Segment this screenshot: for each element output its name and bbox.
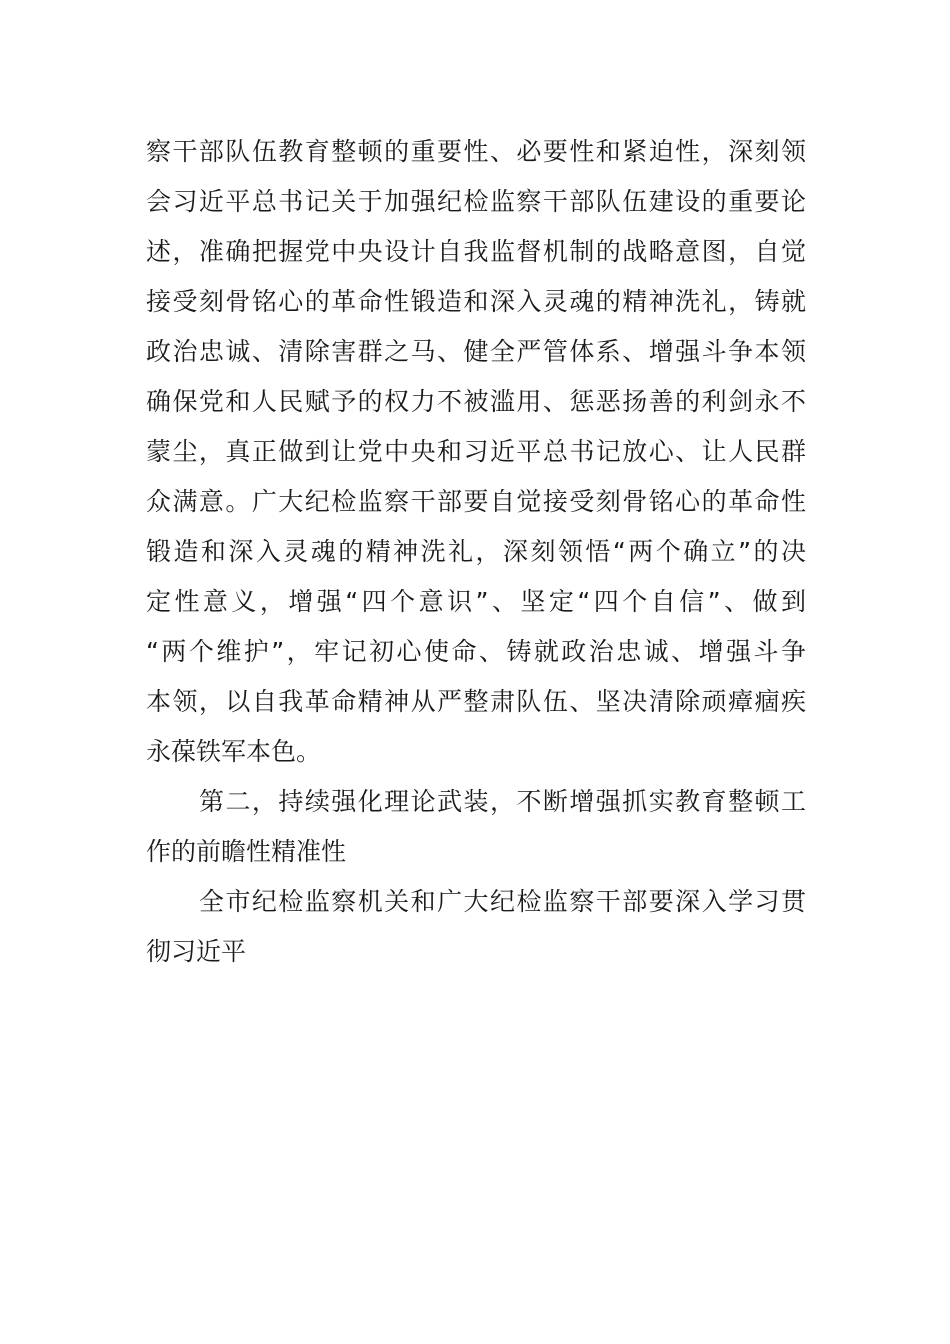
- body-line-11: “两个维护”，牢记初心使命、铸就政治忠诚、增强斗争: [146, 637, 806, 666]
- body-line-4: 接受刻骨铭心的革命性锻造和深入灵魂的精神洗礼，铸就: [146, 287, 806, 316]
- body-line-1: 察干部队伍教育整顿的重要性、必要性和紧迫性，深刻领: [146, 137, 806, 166]
- section-heading-line-2: 作的前瞻性精准性: [146, 837, 347, 866]
- body-line-5: 政治忠诚、清除害群之马、健全严管体系、增强斗争本领: [146, 337, 806, 366]
- paragraph-line-1: 全市纪检监察机关和广大纪检监察干部要深入学习贯: [199, 887, 806, 916]
- body-line-3: 述，准确把握党中央设计自我监督机制的战略意图，自觉: [146, 237, 806, 266]
- body-line-9: 锻造和深入灵魂的精神洗礼，深刻领悟“两个确立”的决: [146, 537, 806, 566]
- body-line-12: 本领，以自我革命精神从严整肃队伍、坚决清除顽瘴痼疾: [146, 687, 806, 716]
- body-line-2: 会习近平总书记关于加强纪检监察干部队伍建设的重要论: [146, 187, 806, 216]
- body-line-10: 定性意义，增强“四个意识”、坚定“四个自信”、做到: [146, 587, 806, 616]
- section-heading-line-1: 第二，持续强化理论武装，不断增强抓实教育整顿工: [199, 787, 806, 816]
- body-line-13: 永葆铁军本色。: [146, 737, 322, 766]
- body-line-7: 蒙尘，真正做到让党中央和习近平总书记放心、让人民群: [146, 437, 806, 466]
- body-line-6: 确保党和人民赋予的权力不被滥用、惩恶扬善的利剑永不: [146, 387, 806, 416]
- paragraph-line-2: 彻习近平: [146, 937, 247, 966]
- body-line-8: 众满意。广大纪检监察干部要自觉接受刻骨铭心的革命性: [146, 487, 806, 516]
